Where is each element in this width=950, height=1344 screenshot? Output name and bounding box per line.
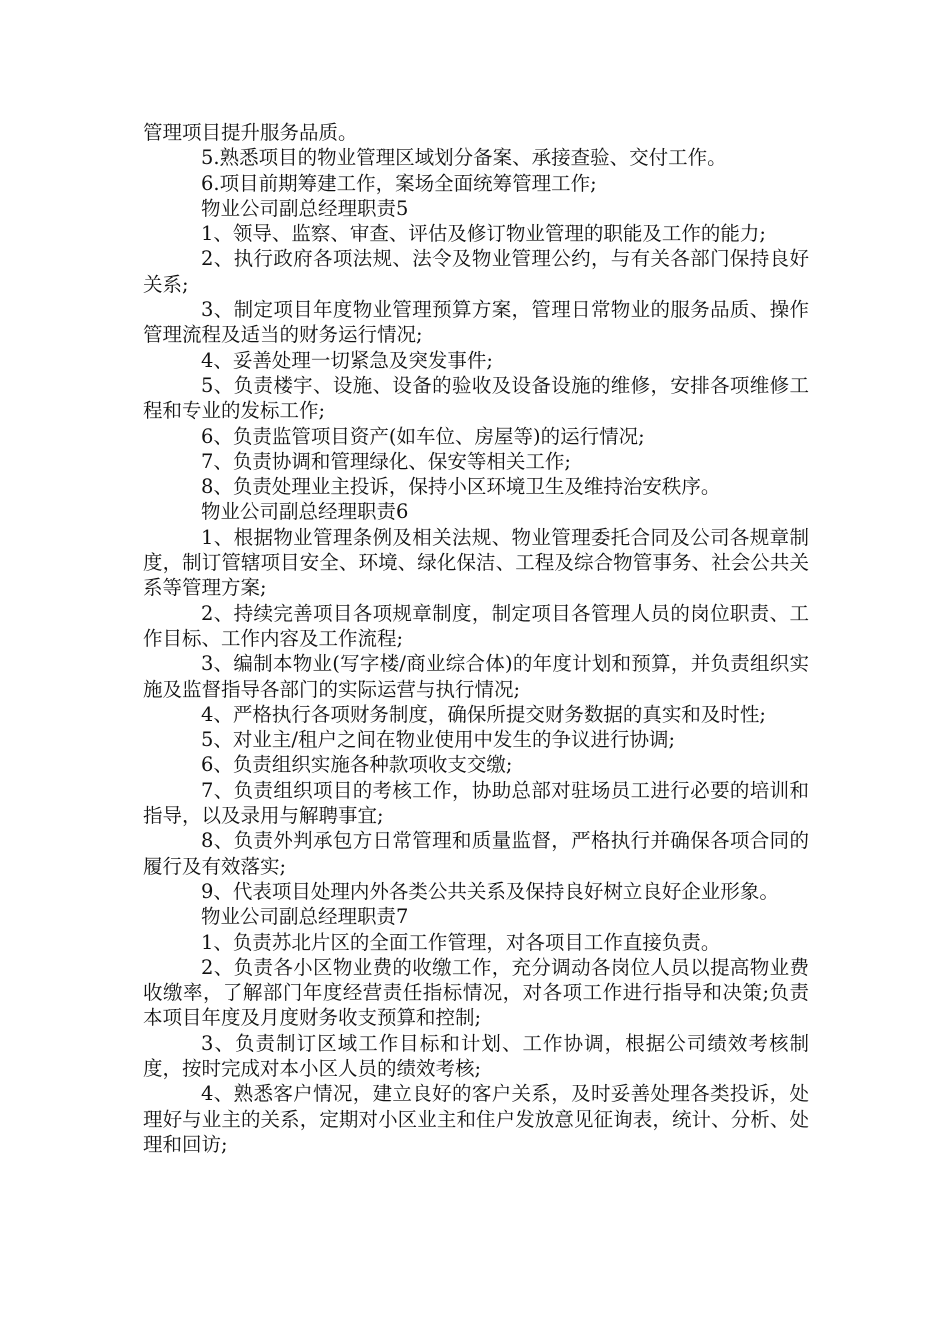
paragraph: 5、对业主/租户之间在物业使用中发生的争议进行协调; xyxy=(201,728,676,752)
document-page xyxy=(143,120,809,1157)
paragraph: 7、负责协调和管理绿化、保安等相关工作; xyxy=(201,449,571,473)
paragraph: 4、熟悉客户情况，建立良好的客户关系，及时妥善处理各类投诉，处理好与业主的关系，定期对小区业主和住户发放意见征询表，统计、分析、处理和回访; xyxy=(143,1082,809,1156)
paragraph: 6、负责组织实施各种款项收支交缴; xyxy=(201,753,513,777)
paragraph: 2、持续完善项目各项规章制度，制定项目各管理人员的岗位职责、工作目标、工作内容及工作流程; xyxy=(143,601,809,650)
paragraph: 9、代表项目处理内外各类公共关系及保持良好树立良好企业形象。 xyxy=(201,879,779,903)
paragraph: 2、负责各小区物业费的收缴工作，充分调动各岗位人员以提高物业费收缴率，了解部门年度经营责任指标情况，对各项工作进行指导和决策;负责本项目年度及月度财务收支预算和控制; xyxy=(143,955,809,1030)
paragraph: 5、负责楼宇、设施、设备的验收及设备设施的维修，安排各项维修工程和专业的发标工作; xyxy=(143,373,809,423)
paragraph: 3、编制本物业(写字楼/商业综合体)的年度计划和预算，并负责组织实施及监督指导各部门的实际运营与执行情况; xyxy=(143,652,809,701)
section-heading: 物业公司副总经理职责5 xyxy=(201,196,409,220)
paragraph: 7、负责组织项目的考核工作，协助总部对驻场员工进行必要的培训和指导，以及录用与解聘事宜; xyxy=(143,778,809,828)
paragraph: 6.项目前期筹建工作，案场全面统筹管理工作; xyxy=(201,171,597,195)
paragraph: 1、根据物业管理条例及相关法规、物业管理委托合同及公司各规章制度，制订管辖项目安全、环境、绿化保洁、工程及综合物管事务、社会公共关系等管理方案; xyxy=(143,525,809,600)
paragraph: 5.熟悉项目的物业管理区域划分备案、承接查验、交付工作。 xyxy=(201,146,727,170)
paragraph: 1、领导、监察、审查、评估及修订物业管理的职能及工作的能力; xyxy=(201,222,766,246)
paragraph: 1、负责苏北片区的全面工作管理，对各项目工作直接负责。 xyxy=(201,930,721,954)
paragraph: 4、妥善处理一切紧急及突发事件; xyxy=(201,348,493,372)
section-heading: 物业公司副总经理职责6 xyxy=(201,500,409,524)
section-heading: 物业公司副总经理职责7 xyxy=(201,905,409,929)
paragraph: 8、负责外判承包方日常管理和质量监督，严格执行并确保各项合同的履行及有效落实; xyxy=(143,829,809,878)
paragraph: 3、制定项目年度物业管理预算方案，管理日常物业的服务品质、操作管理流程及适当的财务运行情况; xyxy=(143,298,809,347)
paragraph: 2、执行政府各项法规、法令及物业管理公约，与有关各部门保持良好关系; xyxy=(143,247,809,296)
paragraph: 4、严格执行各项财务制度，确保所提交财务数据的真实和及时性; xyxy=(201,702,766,726)
paragraph: 6、负责监管项目资产(如车位、房屋等)的运行情况; xyxy=(201,424,645,448)
paragraph: 3、负责制订区域工作目标和计划、工作协调，根据公司绩效考核制度，按时完成对本小区人员的绩效考核; xyxy=(143,1031,809,1080)
paragraph: 管理项目提升服务品质。 xyxy=(143,121,358,144)
paragraph: 8、负责处理业主投诉，保持小区环境卫生及维持治安秩序。 xyxy=(201,475,721,499)
